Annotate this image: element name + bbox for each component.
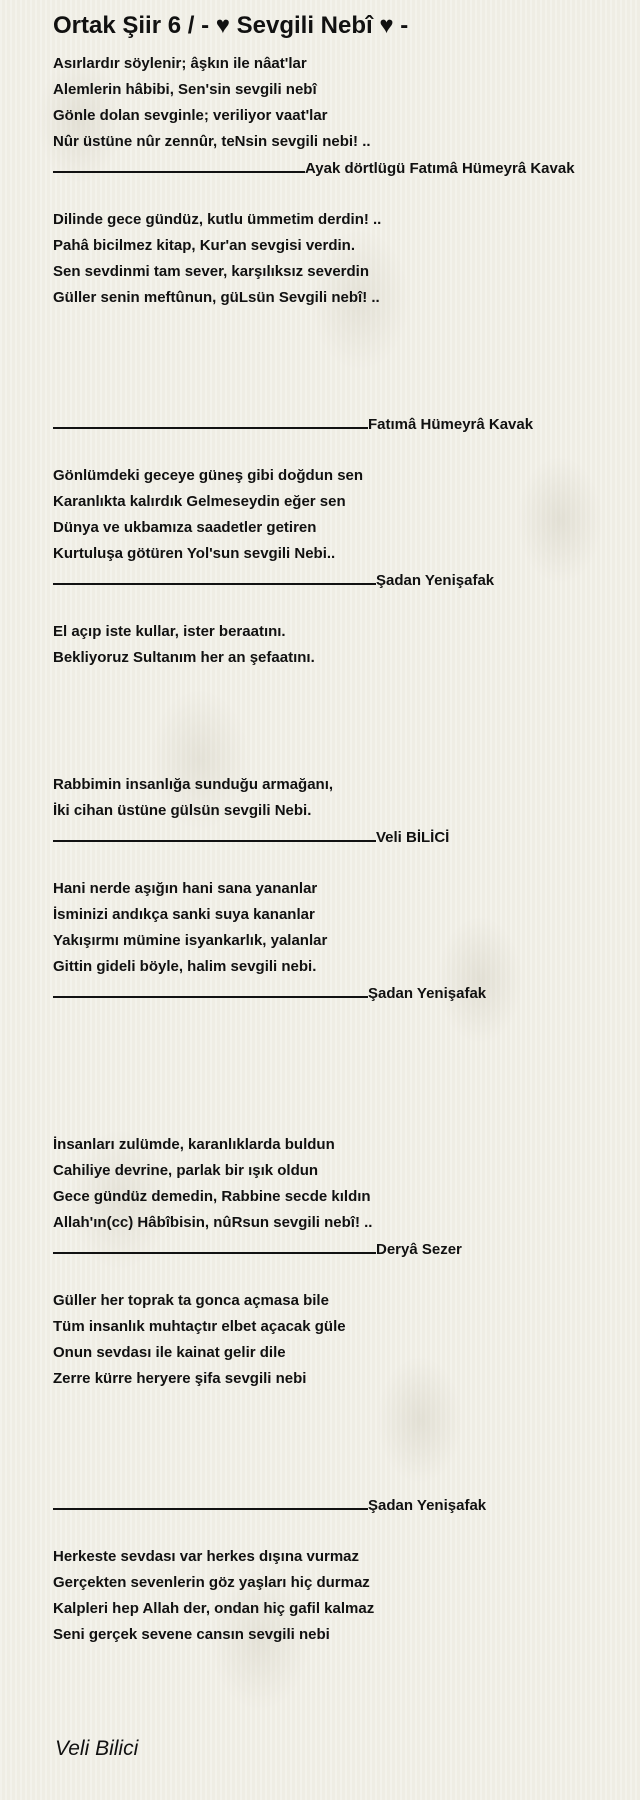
poem-line: Onun sevdası ile kainat gelir dile [53,1344,286,1361]
signature-line [53,1496,486,1515]
poem-line: Tüm insanlık muhtaçtır elbet açacak güle [53,1318,346,1335]
signature-name: Şadan Yenişafak [368,1497,487,1514]
poem-line: Herkeste sevdası var herkes dışına vurmaz [53,1548,360,1565]
poem-line: Asırlardır söylenir; âşkın ile nâat'lar [53,55,307,72]
poem-line: Gönlümdeki geceye güneş gibi doğdun sen [53,467,364,484]
poem-line: Hani nerde aşığın hani sana yananlar [53,880,318,897]
poem-line: Güller her toprak ta gonca açmasa bile [53,1292,329,1309]
poem-line: Karanlıkta kalırdık Gelmeseydin eğer sen [53,493,346,510]
poem-line: Yakışırmı mümine isyankarlık, yalanlar [53,932,328,949]
poem-line: Nûr üstüne nûr zennûr, teNsin sevgili nebi! .. [53,133,371,150]
poem-line: Sen sevdinmi tam sever, karşılıksız severdin [53,263,370,280]
poem-line: Zerre kürre heryere şifa sevgili nebi [53,1370,307,1387]
signature-name: Fatımâ Hümeyrâ Kavak [368,416,534,433]
author-name: Veli Bilici [55,1737,139,1760]
poem-line: Bekliyoruz Sultanım her an şefaatını. [53,649,315,666]
poem-line: Allah'ın(cc) Hâbîbisin, nûRsun sevgili nebî! .. [53,1214,373,1231]
poem-line: İsminizi andıkça sanki suya kananlar [53,906,315,923]
poem-line: Pahâ bicilmez kitap, Kur'an sevgisi verdin. [53,237,356,254]
signature-name: Veli BİLİCİ [376,829,450,846]
signature-line [53,984,486,1003]
poem-line: Seni gerçek sevene cansın sevgili nebi [53,1626,330,1643]
poem-line: Kurtuluşa götüren Yol'sun sevgili Nebi.. [53,545,336,562]
signature-rule [53,159,305,173]
poem-line: İki cihan üstüne gülsün sevgili Nebi. [53,802,312,819]
signature-name: Şadan Yenişafak [376,572,495,589]
signature-rule [53,828,376,842]
signature-rule [53,415,368,429]
signature-rule [53,984,368,998]
poem-line: Rabbimin insanlığa sunduğu armağanı, [53,776,334,793]
signature-rule [53,1240,376,1254]
signature-line [53,571,494,590]
poem-title: Ortak Şiir 6 / - ♥ Sevgili Nebî ♥ - [53,12,409,39]
poem-line: Gerçekten sevenlerin göz yaşları hiç durmaz [53,1574,370,1591]
poem-line: El açıp iste kullar, ister beraatını. [53,623,286,640]
signature-line [53,828,449,847]
poem-line: Gittin gideli böyle, halim sevgili nebi. [53,958,317,975]
signature-name: Deryâ Sezer [376,1241,462,1258]
signature-rule [53,1496,368,1510]
signature-name: Şadan Yenişafak [368,985,487,1002]
signature-line [53,1240,462,1259]
poem-line: Güller senin meftûnun, güLsün Sevgili nebî! .. [53,289,380,306]
poem-line: Dünya ve ukbamıza saadetler getiren [53,519,317,536]
poem-line: Gece gündüz demedin, Rabbine secde kıldın [53,1188,371,1205]
signature-rule [53,571,376,585]
poem-line: Dilinde gece gündüz, kutlu ümmetim derdin! .. [53,211,382,228]
signature-line [53,415,533,434]
poem-line: İnsanları zulümde, karanlıklarda buldun [53,1136,335,1153]
signature-name: Ayak dörtlügü Fatımâ Hümeyrâ Kavak [305,160,575,177]
poem-line: Kalpleri hep Allah der, ondan hiç gafil kalmaz [53,1600,375,1617]
signature-line [53,159,575,178]
poem-line: Cahiliye devrine, parlak bir ışık oldun [53,1162,319,1179]
poem-line: Gönle dolan sevginle; veriliyor vaat'lar [53,107,328,124]
poem-line: Alemlerin hâbibi, Sen'sin sevgili nebî [53,81,317,98]
